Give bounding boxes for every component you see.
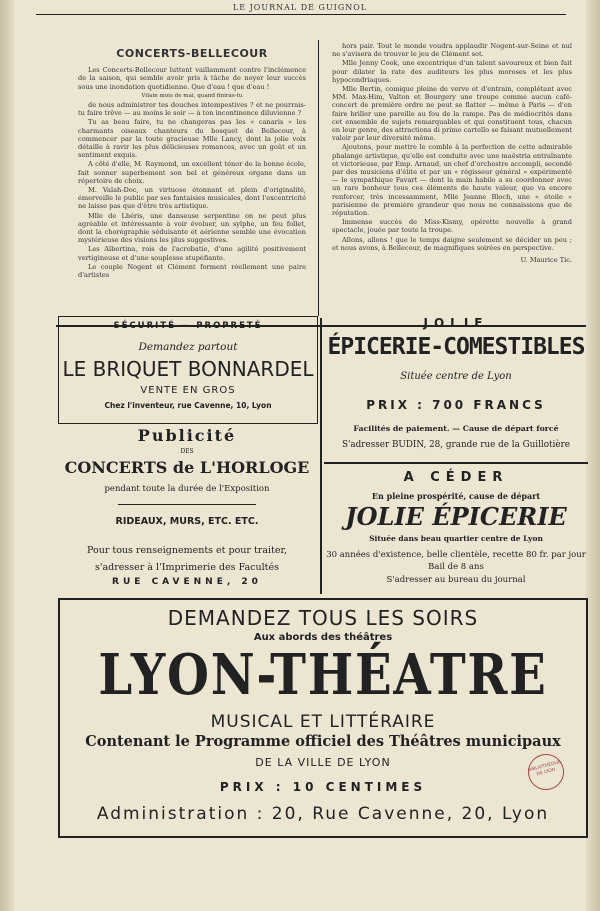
ad-horloge-rule bbox=[118, 504, 256, 505]
ad-epicerie-comestibles bbox=[324, 316, 588, 464]
column-divider bbox=[318, 40, 319, 316]
column-divider bbox=[320, 318, 322, 594]
ad-theatre-line1: DEMANDEZ TOUS LES SOIRS bbox=[167, 606, 479, 630]
article-paragraph: Ajoutons, pour mettre le comble à la perfection de cette admirable phalange artistique, qu'elle est conduite avec une maëstria entraînante et victorieuse, par Emp. Arnaud, un chef d'orchestre accompli, secondé par des musiciens d'élite et par un « régisseur général » expérimenté — le sympathique Favart — dont la main habile a su coordonner avec un rare bonheur tous ces éléments de haute valeur, que va encore renforcer, très incessamment, Mlle Jeanne Bloch, une « étoile » parisienne de première grandeur que nous ne connaissions que de réputation. bbox=[332, 143, 572, 218]
ad-briquet-name: LE BRIQUET BONNARDEL bbox=[62, 357, 314, 381]
ad-theatre-name: LYON-THÉATRE bbox=[98, 642, 548, 708]
ad-epicerie1-price: PRIX : 700 FRANCS bbox=[366, 398, 546, 412]
article-paragraph: Immense succès de Miss-Kismy, opérette nouvelle à grand spectacle, jouée par toute la troupe. bbox=[332, 218, 572, 235]
library-stamp-text: BIBLIOTHÈQUE DE LYON bbox=[527, 759, 562, 778]
article-paragraph: Tu as beau faire, tu ne changeras pas les « canaris » les charmants oiseaux chanteurs du bosquet de Bellecour, à commencer par la toute gracieuse Mlle Lancy, dont la jolie voix détaille à ravir les plus délicieuses romances, avec un goût et un sentiment exquis. bbox=[78, 118, 306, 160]
ad-epicerie1-title: JOLIE bbox=[423, 316, 489, 330]
ad-horloge-address: RUE CAVENNE, 20 bbox=[112, 577, 262, 587]
ad-theatre-line2: Aux abords des théâtres bbox=[253, 632, 393, 643]
ad-epicerie1-name: ÉPICERIE-COMESTIBLES bbox=[327, 334, 585, 360]
ad-theatre-line3: MUSICAL ET LITTÉRAIRE bbox=[210, 712, 436, 732]
ad-theatre-address: Administration : 20, Rue Cavenne, 20, Lyon bbox=[96, 804, 550, 824]
ad-theatre-line5: DE LA VILLE DE LYON bbox=[255, 756, 391, 769]
article-paragraph: Les Albertina, rois de l'acrobatie, d'une agilité positivement vertigineuse et d'une souplesse stupéfiante. bbox=[78, 245, 306, 262]
ad-epicerie2-line2: Située dans beau quartier centre de Lyon bbox=[369, 534, 543, 543]
article-paragraph: Le couple Nogent et Clément forment réellement une paire d'artistes bbox=[78, 262, 306, 280]
article-right-column bbox=[332, 42, 572, 318]
ad-horloge bbox=[58, 424, 316, 594]
article-paragraph: Mlle de Lhéris, une danseuse serpentine on ne peut plus agréable et intéressante à voir évoluer, un sylphe, un feu follet, dont la chorégraphie séduisante et aérienne semble une évocation mystérieuse des visions les plus suggestives. bbox=[78, 211, 306, 245]
article-signature: U. Maurice Tic. bbox=[520, 256, 572, 265]
ad-briquet-line2: VENTE EN GROS bbox=[140, 385, 236, 396]
ad-theatre-line4: Contenant le Programme officiel des Théâtres municipaux bbox=[85, 733, 561, 750]
article-paragraph: A côté d'elle, M. Raymond, un excellent ténor de la bonne école, fait sonner superbement son bel et généreux organe dans un répertoire de choix. bbox=[78, 160, 306, 185]
ad-briquet bbox=[58, 316, 318, 424]
article-paragraph: M. Valah-Doc, un virtuose étonnant et plein d'originalité, émerveille le public par ses fantaisies musicales, dont l'excentricité ne laisse pas que d'être très artistique. bbox=[78, 186, 306, 211]
ad-epicerie2-line5: S'adresser au bureau du journal bbox=[386, 575, 526, 585]
ad-epicerie2-line3: 30 années d'existence, belle clientèle, recette 80 fr. par jour bbox=[326, 550, 586, 560]
header-rule bbox=[36, 14, 566, 15]
article-paragraph: Mlle Jenny Cook, une excentrique d'un talent savoureux et bien fait pour dilater la rate des auditeurs les plus moroses et les plus hypocondriaques. bbox=[332, 59, 572, 84]
article-paragraph: de nous administrer tes douches intempestives ? et ne pourrais-tu faire trêve — au moins le soir — à ton incontinence diluvienne ? bbox=[78, 101, 306, 118]
ad-epicerie1-line1: Située centre de Lyon bbox=[400, 371, 512, 382]
ad-briquet-banner: SÉCURITÉ — PROPRETÉ bbox=[113, 321, 263, 331]
ad-horloge-line2: RIDEAUX, MURS, ETC. ETC. bbox=[115, 516, 259, 527]
ad-epicerie2-name: JOLIE ÉPICERIE bbox=[345, 502, 567, 531]
ad-epicerie1-line3: S'adresser BUDIN, 28, grande rue de la Guillotière bbox=[341, 440, 571, 450]
article-title: CONCERTS-BELLECOUR bbox=[116, 47, 268, 60]
ad-jolie-epicerie bbox=[324, 468, 588, 592]
ad-theatre-price: PRIX : 10 CENTIMES bbox=[219, 780, 427, 794]
ad-epicerie1-line2: Facilités de paiement. — Cause de départ forcé bbox=[353, 424, 559, 433]
article-paragraph: Mlle Bertin, comique pleine de verve et d'entrain, complétant avec MM. Max-Him, Valton et Bourgery une troupe comme aucun café-concert de première ordre ne peut se flatter — même à Paris — d'en faire briller une pareille au fou de la rampe. Pas de médiocrités dans cet ensemble de sujets remarquables et qui constituent tous, chacun en leur genre, des attractions di primo cartello se faisant mutuellement valoir par leur diversité même. bbox=[332, 85, 572, 143]
page-edge-left bbox=[0, 0, 14, 911]
ad-horloge-line3: Pour tous renseignements et pour traiter, s'adresser à l'Imprimerie des Facultés bbox=[86, 545, 287, 573]
ad-horloge-des: DES bbox=[180, 448, 194, 455]
ad-briquet-line1: Demandez partout bbox=[138, 341, 238, 353]
article-paragraph: Allons, allons ! que le temps daigne seulement se décider un peu ; et nous avons, à Bellecour, de magnifiques soirées en perspective. bbox=[332, 235, 572, 252]
article-aside: Vilain mois de mai, quand finiras-tu bbox=[141, 92, 243, 99]
ad-briquet-line3: Chez l'inventeur, rue Cavenne, 10, Lyon bbox=[104, 401, 272, 410]
article-left-column bbox=[78, 40, 306, 318]
article-paragraph: Les Concerts-Bellecour luttent vaillamment contre l'inclémence de la saison, qui semble avoir pris à tâche de noyer leur succès sous une inondation quotidienne. Que d'eau ! que d'eau ! bbox=[78, 66, 306, 91]
ad-epicerie2-title: A CÉDER bbox=[403, 470, 509, 485]
ad-horloge-name: CONCERTS de L'HORLOGE bbox=[64, 458, 310, 477]
ad-horloge-title: Publicité bbox=[137, 426, 237, 445]
running-title: LE JOURNAL DE GUIGNOL bbox=[232, 3, 368, 12]
ad-epicerie2-line1: En pleine prospérité, cause de départ bbox=[371, 491, 541, 501]
ad-separator bbox=[324, 462, 588, 464]
article-paragraph: hors pair. Tout le monde voudra applaudir Nogent-sur-Seine et nul ne s'avisera de trouver le jeu de Clément sot. bbox=[332, 42, 572, 59]
ad-epicerie2-line4: Bail de 8 ans bbox=[428, 562, 484, 572]
page-edge-right bbox=[586, 0, 600, 911]
ad-lyon-theatre bbox=[58, 598, 588, 838]
ad-horloge-line1: pendant toute la durée de l'Exposition bbox=[104, 484, 270, 494]
